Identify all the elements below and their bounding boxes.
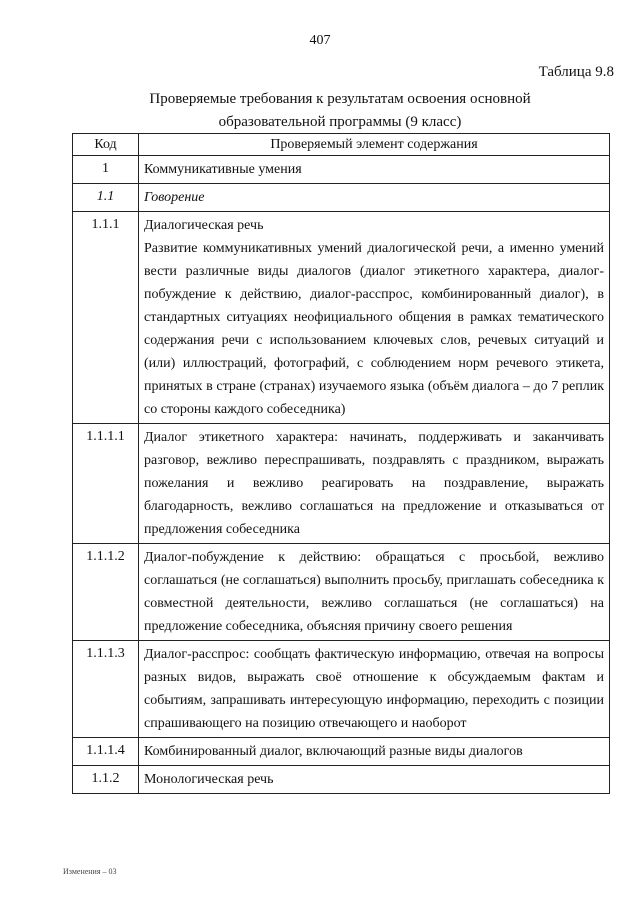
row-content xyxy=(139,424,610,544)
row-code: 1.1.1 xyxy=(73,212,139,424)
row-title: Комбинированный диалог, включающий разные виды диалогов xyxy=(144,744,523,759)
row-title: Говорение xyxy=(144,190,205,205)
page-number: 407 xyxy=(309,33,331,48)
row-description: Диалог-побуждение к действию: обращаться с просьбой, вежливо соглашаться (не соглашаться) выполнить просьбу, приглашать собеседника к совместной деятельности, вежливо соглашаться (не соглашаться) на предложение собеседника, объясняя причину своего решения xyxy=(144,550,604,634)
table-row xyxy=(73,641,610,738)
table-body xyxy=(73,156,610,794)
table-row xyxy=(73,544,610,641)
table-title-line-2: образовательной программы (9 класс) xyxy=(218,114,462,130)
table-label: Таблица 9.8 xyxy=(538,64,614,80)
row-title: Монологическая речь xyxy=(144,772,274,787)
table-row xyxy=(73,424,610,544)
table-title-line-1: Проверяемые требования к результатам освоения основной xyxy=(149,91,531,107)
row-code: 1.1.1.2 xyxy=(73,544,139,641)
footer-revision: Изменения – 03 xyxy=(63,867,117,876)
row-code: 1.1.1.3 xyxy=(73,641,139,738)
row-content xyxy=(139,766,610,794)
row-content xyxy=(139,738,610,766)
row-code: 1.1.1.1 xyxy=(73,424,139,544)
table-title xyxy=(0,88,640,134)
requirements-table xyxy=(72,133,610,794)
row-description: Развитие коммуникативных умений диалогической речи, а именно умений вести различные виды диалогов (диалог этикетного характера, диалог-побуждение к действию, диалог-расспрос, комбинированный диалог), в стандартных ситуациях неофициального общения в рамках тематического содержания речи с использованием ключевых слов, речевых ситуаций и (или) иллюстраций, фотографий, с соблюдением норм речевого этикета, принятых в стране (странах) изучаемого языка (объём диалога – до 7 реплик со стороны каждого собеседника) xyxy=(144,241,604,417)
table-row xyxy=(73,766,610,794)
row-code: 1.1.2 xyxy=(73,766,139,794)
row-code: 1 xyxy=(73,156,139,184)
row-code: 1.1 xyxy=(73,184,139,212)
row-description: Диалог-расспрос: сообщать фактическую информацию, отвечая на вопросы разных видов, выражать своё отношение к обсуждаемым фактам и событиям, запрашивать интересующую информацию, переходить с позиции спрашивающего на позицию отвечающего и наоборот xyxy=(144,647,604,731)
table-row xyxy=(73,184,610,212)
table-row xyxy=(73,212,610,424)
header-code: Код xyxy=(73,134,139,156)
row-title: Коммуникативные умения xyxy=(144,162,302,177)
header-content: Проверяемый элемент содержания xyxy=(139,134,610,156)
row-description: Диалог этикетного характера: начинать, поддерживать и заканчивать разговор, вежливо переспрашивать, поздравлять с праздником, выражать пожелания и вежливо реагировать на поздравление, выражать благодарность, вежливо соглашаться на предложение и отказываться от предложения собеседника xyxy=(144,430,604,537)
table-row xyxy=(73,738,610,766)
row-content xyxy=(139,156,610,184)
row-title: Диалогическая речь xyxy=(144,218,264,233)
row-content xyxy=(139,544,610,641)
table-header-row xyxy=(73,134,610,156)
row-content xyxy=(139,641,610,738)
table-row xyxy=(73,156,610,184)
row-content xyxy=(139,184,610,212)
row-content xyxy=(139,212,610,424)
row-code: 1.1.1.4 xyxy=(73,738,139,766)
